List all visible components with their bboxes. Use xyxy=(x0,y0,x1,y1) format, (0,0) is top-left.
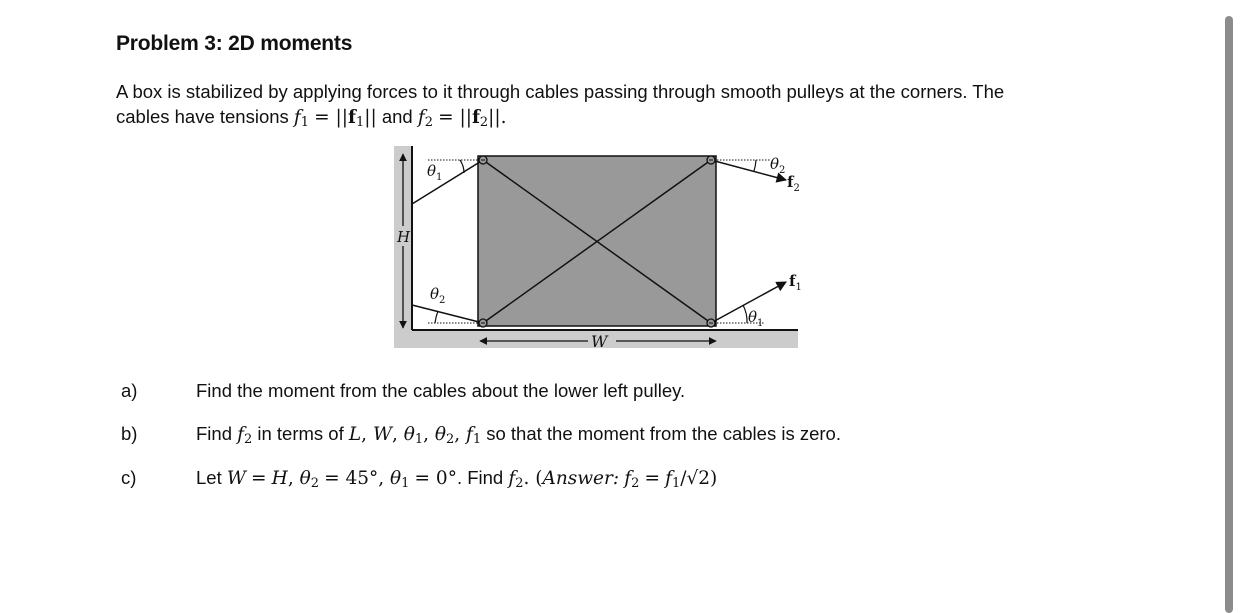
pulley-box-figure xyxy=(390,142,810,354)
question-c-text: Let W = H, $\theta_2 = 45^\circ$, $\theta_1 = 0^\circ$. Find $f_2$. (Answer: $f_2 = f_1/√2$) xyxy=(196,467,718,492)
pulley-top-right xyxy=(707,156,715,164)
label-theta1-top-left: $\theta_1$ xyxy=(427,162,443,183)
pulley-bottom-left xyxy=(479,319,487,327)
cable-bottom-left xyxy=(412,305,483,323)
label-f2: $f_2$ xyxy=(787,173,800,194)
label-H: H xyxy=(397,228,411,246)
question-c-label: c) xyxy=(121,467,137,488)
question-b-mid: in terms of xyxy=(257,423,344,444)
page-title: Problem 3: 2D moments xyxy=(116,32,353,55)
question-b-prefix: Find xyxy=(196,423,232,444)
label-theta2-bottom-left: $\theta_2$ xyxy=(430,285,446,306)
question-c-answer-label: Answer: xyxy=(542,468,620,489)
question-b-suffix: so that the moment from the cables is zero. xyxy=(486,423,841,444)
label-theta1-bottom-right: $\theta_1$ xyxy=(748,308,764,329)
question-a-label: a) xyxy=(121,380,138,401)
question-b-text: Find $f_2$ in terms of L, W, $\theta_1$, $\theta_2$, $f_1$ so that the moment from the cables is zero. xyxy=(196,423,841,448)
label-theta2-top-right: $\theta_2$ xyxy=(770,155,786,176)
pulley-top-left xyxy=(479,156,487,164)
question-a-text: Find the moment from the cables about the lower left pulley. xyxy=(196,380,686,401)
question-c-prefix: Let xyxy=(196,467,222,488)
vertical-scrollbar[interactable] xyxy=(1225,16,1233,613)
pulley-bottom-right xyxy=(707,319,715,327)
intro-line-2-prefix: cables have tensions xyxy=(116,106,289,127)
intro-line-2: cables have tensions $f_1 = ||f_1||$ and $f_2 = ||f_2||$. xyxy=(116,106,507,131)
label-W: W xyxy=(591,332,608,351)
question-b-label: b) xyxy=(121,423,138,444)
intro-line-1: A box is stabilized by applying forces to it through cables passing through smooth pulleys at the corners. The xyxy=(116,81,1005,102)
problem-intro xyxy=(116,79,1136,135)
intro-and: and xyxy=(381,106,413,127)
label-f1: $f_1$ xyxy=(789,272,802,293)
question-c-mid: . Find xyxy=(456,467,504,488)
cable-top-left xyxy=(412,160,483,204)
